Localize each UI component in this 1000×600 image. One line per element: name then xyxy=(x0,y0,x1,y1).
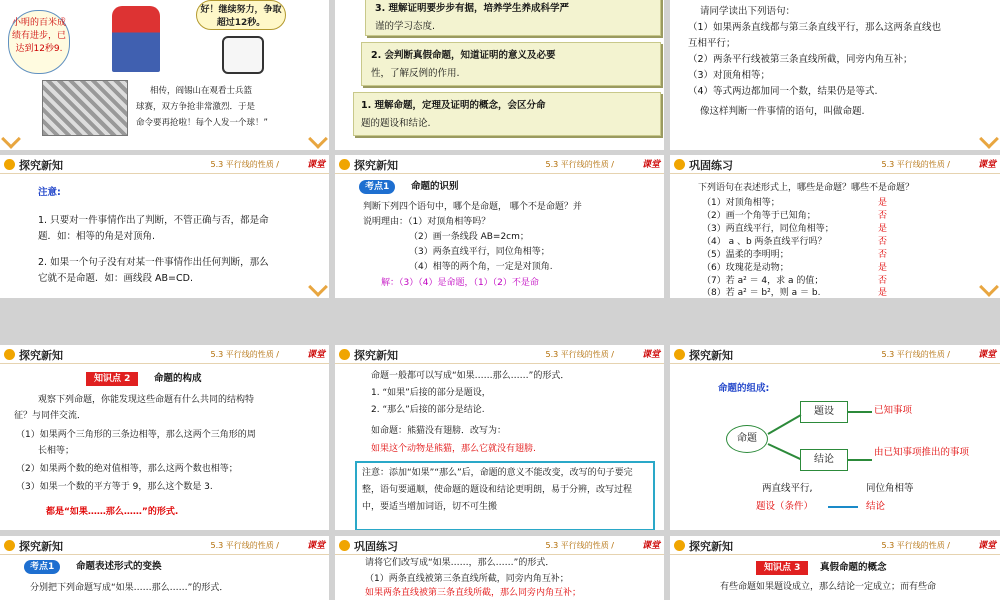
logo: 课堂 xyxy=(641,541,660,551)
topic-badge: 考点1 xyxy=(359,180,395,194)
arrow-right-icon xyxy=(828,506,858,508)
slide-2[interactable] xyxy=(335,0,664,150)
section-title: 探究新知 xyxy=(19,540,63,553)
form-1: 1. “如果”后接的部分是题设， xyxy=(371,388,491,398)
cloud-bubble: 小明的百米成绩有进步，已达到12秒9. xyxy=(8,10,70,74)
section-title: 巩固练习 xyxy=(354,540,398,553)
pattern-text: 都是“如果……那么……”的形式. xyxy=(46,507,179,517)
section-title: 探究新知 xyxy=(689,540,733,553)
chapter-label: 5.3 平行线的性质 / xyxy=(210,160,279,169)
basketball-photo xyxy=(42,80,128,136)
observe-text: 观察下列命题，你能发现这些命题有什么共同的结构特 xyxy=(38,395,255,405)
arrow-known xyxy=(848,411,872,413)
exercise-item: （1）两条直线被第三条直线所截，同旁内角互补； xyxy=(365,574,569,584)
topic-title: 命题表述形式的变换 xyxy=(76,561,162,572)
statement-3: （3）对顶角相等； xyxy=(688,70,771,81)
slide-header xyxy=(670,536,1000,555)
slide-header xyxy=(670,345,1000,364)
answer-5: 否 xyxy=(878,250,888,260)
story-line-2: 球赛，双方争抢非常激烈．于是 xyxy=(136,102,256,112)
coach-figure xyxy=(112,6,160,72)
section-title: 探究新知 xyxy=(354,349,398,362)
chapter-label: 5.3 平行线的性质 / xyxy=(881,541,950,550)
prop-1: （1）如果两个三角形的三条边相等，那么这两个三角形的周 xyxy=(16,430,256,440)
slide-header xyxy=(335,345,664,364)
bulb-icon xyxy=(339,540,350,551)
chapter-label: 5.3 平行线的性质 / xyxy=(545,541,614,550)
pencil-icon xyxy=(1,129,21,149)
slide-header xyxy=(335,536,664,555)
slide-12[interactable] xyxy=(670,536,1000,600)
knowledge-badge: 知识点 2 xyxy=(86,372,138,386)
bulb-icon xyxy=(4,349,15,360)
section-title: 巩固练习 xyxy=(689,159,733,172)
topic-badge: 考点1 xyxy=(24,560,60,574)
statement-4: （4）等式两边都加同一个数，结果仍是等式. xyxy=(688,86,878,97)
condition-node: 题设 xyxy=(800,401,848,423)
slide-header xyxy=(0,155,329,174)
diagram-title: 命题的组成: xyxy=(718,383,770,394)
pencil-icon xyxy=(308,277,328,297)
slide-5[interactable] xyxy=(335,155,664,298)
logo: 课堂 xyxy=(306,160,325,170)
example-rewrite: 如果这个动物是熊猫，那么它就没有翅膀. xyxy=(371,444,536,454)
definition-text: 有些命题如果题设成立，那么结论一定成立；而有些命 xyxy=(720,582,937,592)
answer-3: 是 xyxy=(878,224,888,234)
answer-8: 是 xyxy=(878,288,888,298)
point-2b: 它就不是命题．如：画线段 AB=CD. xyxy=(38,273,193,284)
form-text: 命题一般都可以写成“如果……那么……”的形式． xyxy=(371,371,570,381)
slide-header xyxy=(0,345,329,364)
story-line-1: 相传，阎锡山在观看士兵篮 xyxy=(150,86,253,96)
proposition-node xyxy=(726,425,768,453)
chapter-label: 5.3 平行线的性质 / xyxy=(881,160,950,169)
statement-2: （2）两条平行线被第三条直线所截，同旁内角互补； xyxy=(688,54,913,65)
exercise-item-5: （5）温柔的李明明； xyxy=(702,250,789,260)
knowledge-badge: 知识点 3 xyxy=(756,561,808,575)
example-concl: 同位角相等 xyxy=(866,483,914,494)
option-4: （4）相等的两个角，一定是对顶角. xyxy=(409,262,553,272)
answer-1: 是 xyxy=(878,198,888,208)
concl-label: 结论 xyxy=(866,501,886,512)
logo: 课堂 xyxy=(977,350,996,360)
arrow-up xyxy=(768,414,802,435)
pencil-icon xyxy=(979,129,999,149)
chapter-label: 5.3 平行线的性质 / xyxy=(210,350,279,359)
option-2: （2）画一条线段 AB=2cm； xyxy=(409,232,529,242)
exercise-prompt: 请将它们改写成“如果……，那么……”的形式． xyxy=(365,558,555,568)
logo: 课堂 xyxy=(977,541,996,551)
arrow-derived xyxy=(848,459,872,461)
chapter-label: 5.3 平行线的性质 / xyxy=(545,350,614,359)
known-label: 已知事项 xyxy=(874,405,913,416)
logo: 课堂 xyxy=(641,160,660,170)
intro-text: 请同学读出下列语句： xyxy=(700,6,796,17)
objective-3-line: 3. 理解证明要步步有据，培养学生养成科学严 xyxy=(375,3,570,14)
exercise-answer: 如果两条直线被第三条直线所截，那么同旁内角互补； xyxy=(365,588,582,598)
point-1b: 题．如：相等的角是对顶角. xyxy=(38,231,156,242)
slide-header xyxy=(0,536,329,555)
slide-11[interactable] xyxy=(335,536,664,600)
speech-bubble: 好！继续努力，争取超过12秒。 xyxy=(196,0,286,30)
bulb-icon xyxy=(674,349,685,360)
definition-text: 像这样判断一件事情的语句，叫做命题. xyxy=(700,106,865,117)
objective-2-text: 2. 会判断真假命题，知道证明的意义及必要 xyxy=(371,50,556,61)
slide-header xyxy=(335,155,664,174)
slide-8[interactable] xyxy=(335,345,664,530)
prop-1b: 长相等； xyxy=(38,446,75,456)
exercise-item-2: （2）画一个角等于已知角； xyxy=(702,211,816,221)
slide-4[interactable] xyxy=(0,155,329,298)
section-title: 探究新知 xyxy=(19,349,63,362)
example-cond: 两直线平行, xyxy=(762,483,813,494)
form-2: 2. “那么”后接的部分是结论. xyxy=(371,405,485,415)
slide-6[interactable] xyxy=(670,155,1000,298)
answer: 解：（3）（4）是命题，（1）（2）不是命 xyxy=(381,278,539,288)
answer-7: 否 xyxy=(878,276,888,286)
logo: 课堂 xyxy=(641,350,660,360)
note-box: 注意：添加“如果”“那么”后，命题的意义不能改变，改写的句子要完整，语句要通顺，使命题的题设和结论更明朗，易于分辨，改写过程中，要适当增加词语，切不可生搬 xyxy=(355,461,655,530)
option-3: （3）两条直线平行，同位角相等； xyxy=(409,247,550,257)
objective-2-text-b: 性，了解反例的作用. xyxy=(371,68,460,79)
chapter-label: 5.3 平行线的性质 / xyxy=(210,541,279,550)
slide-3[interactable] xyxy=(670,0,1000,150)
statement-1b: 互相平行； xyxy=(688,38,736,49)
prop-2: （2）如果两个数的绝对值相等，那么这两个数也相等； xyxy=(16,464,238,474)
section-title: 探究新知 xyxy=(689,349,733,362)
cond-label: 题设（条件） xyxy=(756,501,814,512)
proposition-label: 命题 xyxy=(737,433,757,444)
point-2: 2. 如果一个句子没有对某一件事情作出任何判断，那么 xyxy=(38,257,269,268)
teacher-figure xyxy=(222,36,264,74)
chapter-label: 5.3 平行线的性质 / xyxy=(545,160,614,169)
bulb-icon xyxy=(674,159,685,170)
answer-4: 否 xyxy=(878,237,888,247)
objective-3-text-b: 谨的学习态度. xyxy=(375,21,436,32)
story-line-3: 命令要再抢啦！每个人发一个球！” xyxy=(136,118,268,128)
answer-6: 是 xyxy=(878,263,888,273)
example-text: 如命题：熊猫没有翅膀．改写为： xyxy=(371,426,507,436)
bulb-icon xyxy=(4,159,15,170)
bulb-icon xyxy=(339,159,350,170)
logo: 课堂 xyxy=(977,160,996,170)
knowledge-title: 命题的构成 xyxy=(154,373,202,384)
derived-label: 由已知事项推出的事项 xyxy=(874,447,970,458)
pencil-icon xyxy=(308,129,328,149)
pencil-icon xyxy=(979,277,999,297)
knowledge-title: 真假命题的概念 xyxy=(820,562,887,573)
objective-1-text-b: 题的题设和结论. xyxy=(361,118,431,129)
exercise-item-8: （8）若 a² ＝ b²，则 a ＝ b. xyxy=(702,288,821,298)
slide-7[interactable] xyxy=(0,345,329,530)
section-title: 探究新知 xyxy=(19,159,63,172)
point-1: 1. 只要对一件事情作出了判断，不管正确与否，都是命 xyxy=(38,215,269,226)
objective-3-text xyxy=(375,1,569,16)
answer-2: 否 xyxy=(878,211,888,221)
exercise-item-1: （1）对顶角相等； xyxy=(702,198,780,208)
conclusion-node: 结论 xyxy=(800,449,848,471)
exercise-item-6: （6）玫瑰花是动物； xyxy=(702,263,789,273)
bulb-icon xyxy=(674,540,685,551)
objective-1-text: 1. 理解命题，定理及证明的概念，会区分命 xyxy=(361,100,546,111)
prop-3: （3）如果一个数的平方等于 9，那么这个数是 3. xyxy=(16,482,213,492)
chapter-label: 5.3 平行线的性质 / xyxy=(881,350,950,359)
bulb-icon xyxy=(4,540,15,551)
slide-header xyxy=(670,155,1000,174)
question-2: 说明理由：（1）对顶角相等吗？ xyxy=(363,217,491,227)
exercise-item-4: （4） a 、b 两条直线平行吗？ xyxy=(702,237,827,247)
logo: 课堂 xyxy=(306,350,325,360)
slide-1[interactable] xyxy=(0,0,329,150)
observe-text-2: 征？与同伴交流． xyxy=(14,411,87,421)
slide-9[interactable] xyxy=(670,345,1000,530)
note-label: 注意: xyxy=(38,187,61,198)
exercise-question: 下列语句在表述形式上，哪些是命题？哪些不是命题？ xyxy=(698,183,915,193)
statement-1: （1）如果两条直线都与第三条直线平行，那么这两条直线也 xyxy=(688,22,942,33)
exercise-item-7: （7）若 a² ＝ 4，求 a 的值； xyxy=(702,276,824,286)
logo: 课堂 xyxy=(306,541,325,551)
bulb-icon xyxy=(339,349,350,360)
arrow-down xyxy=(768,443,801,460)
slide-10[interactable] xyxy=(0,536,329,600)
topic-title: 命题的识别 xyxy=(411,181,459,192)
question: 判断下列四个语句中，哪个是命题， 哪个不是命题？并 xyxy=(363,202,582,212)
exercise-item-3: （3）两直线平行，同位角相等； xyxy=(702,224,834,234)
section-title: 探究新知 xyxy=(354,159,398,172)
task-text: 分别把下列命题写成“如果……那么……”的形式． xyxy=(30,583,229,593)
